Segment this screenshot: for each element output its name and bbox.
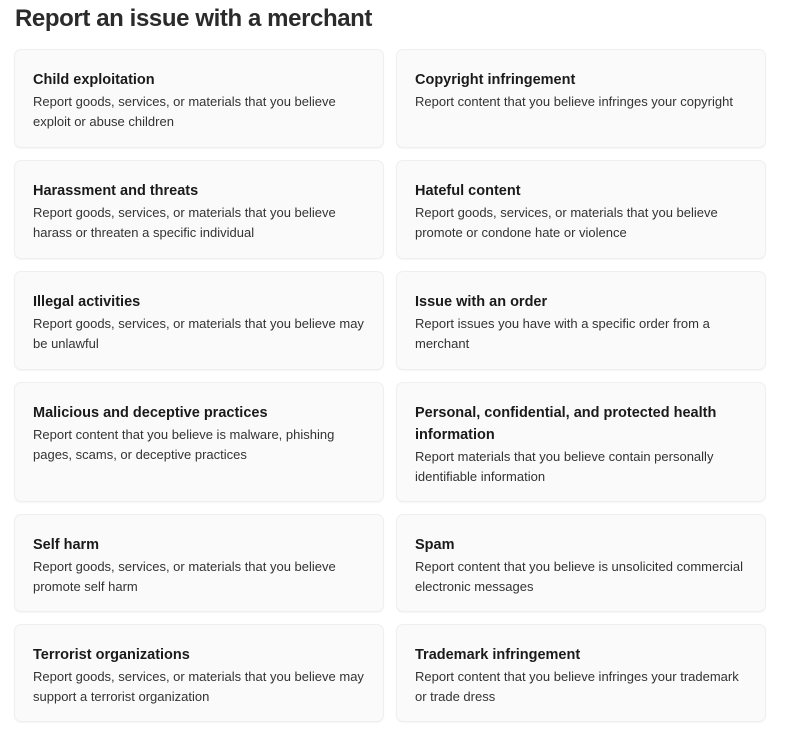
report-card-child-exploitation[interactable]	[15, 50, 383, 147]
report-card-trademark-infringement[interactable]	[397, 625, 765, 721]
card-title: Harassment and threats	[33, 183, 199, 199]
card-title: Spam	[415, 537, 455, 553]
card-title: Trademark infringement	[415, 647, 581, 663]
card-title: Copyright infringement	[415, 72, 576, 88]
report-card-self-harm[interactable]	[15, 515, 383, 611]
card-description: Report materials that you believe contain personally identifiable information	[415, 449, 714, 484]
report-card-issue-with-an-order[interactable]	[397, 272, 765, 369]
card-description: Report goods, services, or materials that you believe harass or threaten a specific individual	[33, 205, 336, 240]
report-card-hateful-content[interactable]	[397, 161, 765, 258]
card-description: Report content that you believe infringes your trademark or trade dress	[415, 669, 739, 704]
report-card-personal-confidential-health-information[interactable]	[397, 383, 765, 501]
report-card-malicious-and-deceptive-practices[interactable]	[15, 383, 383, 501]
card-description: Report goods, services, or materials that you believe may support a terrorist organization	[33, 669, 364, 704]
card-title: Terrorist organizations	[33, 647, 190, 663]
page-title: Report an issue with a merchant	[15, 5, 373, 32]
report-category-grid	[15, 50, 765, 721]
report-card-harassment-and-threats[interactable]	[15, 161, 383, 258]
card-description: Report content that you believe is unsolicited commercial electronic messages	[415, 559, 744, 594]
card-description: Report content that you believe infringes your copyright	[415, 94, 733, 109]
report-card-illegal-activities[interactable]	[15, 272, 383, 369]
report-card-copyright-infringement[interactable]	[397, 50, 765, 147]
card-description: Report goods, services, or materials that you believe exploit or abuse children	[33, 94, 336, 129]
report-card-spam[interactable]	[397, 515, 765, 611]
card-description: Report goods, services, or materials that you believe promote or condone hate or violence	[415, 205, 718, 240]
card-description: Report content that you believe is malware, phishing pages, scams, or deceptive practices	[33, 427, 335, 462]
card-title: Malicious and deceptive practices	[33, 405, 268, 421]
card-title: Issue with an order	[415, 294, 548, 310]
card-title: Hateful content	[415, 183, 521, 199]
card-description: Report issues you have with a specific order from a merchant	[415, 316, 710, 351]
card-title: Self harm	[33, 537, 100, 553]
card-description: Report goods, services, or materials that you believe may be unlawful	[33, 316, 364, 351]
card-title: Personal, confidential, and protected health information	[415, 405, 717, 443]
card-title: Child exploitation	[33, 72, 155, 88]
card-description: Report goods, services, or materials that you believe promote self harm	[33, 559, 336, 594]
card-title: Illegal activities	[33, 294, 141, 310]
report-card-terrorist-organizations[interactable]	[15, 625, 383, 721]
